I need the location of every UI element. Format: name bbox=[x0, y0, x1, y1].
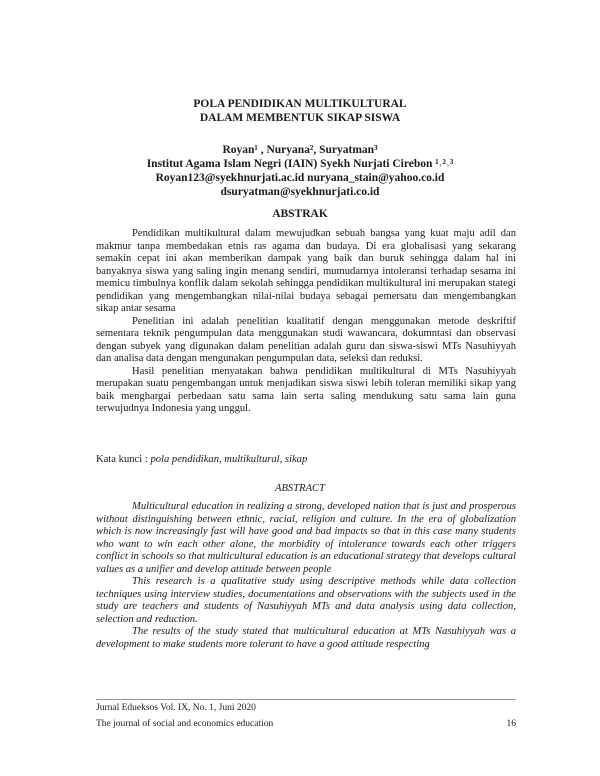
abstract-heading: ABSTRACT bbox=[274, 483, 326, 494]
abstrak-heading: ABSTRAK bbox=[272, 208, 328, 220]
abstract-paragraph-2: This research is a qualitative study using descriptive methods while data collection techniques using interview studies, documentations and observations with the subjects used in the study are teachers and students of Nasuhiyyah MTs and data analysis using data collection, selection and reduction. bbox=[96, 576, 516, 625]
abstrak-paragraph-3: Hasil penelitian menyatakan bahwa pendidikan multikultural di MTs Nasuhiyyah merupakan suatu pengembangan untuk menjadikan siswa siswi lebih toleran memiliki sikap yang baik menghargai perbedaan satu sama lain serta saling mendukung satu sama lain guna terwujudnya Indonesia yang unggul. bbox=[96, 365, 516, 414]
abstract-paragraph-3: The results of the study stated that multicultural education at MTs Nasuhiyyah was a development to make students more tolerant to have a good attitude respecting bbox=[96, 626, 516, 650]
abstract-body bbox=[96, 501, 516, 651]
abstract-paragraph-1: Multicultural education in realizing a strong, developed nation that is just and prosperous without distinguishing between ethnic, racial, religion and culture. In the era of globalization which is now increasingly fast will have good and bad impacts so that in this case many students who want to win each other alone, the morbidity of intolerance towards each other triggers conflict in schools so that multicultural education is an educational strategy that develops cultural values as a unifier and develop attitude between people bbox=[96, 501, 516, 575]
title-line-1: POLA PENDIDIKAN MULTIKULTURAL bbox=[193, 98, 407, 110]
abstrak-body bbox=[96, 228, 516, 416]
author-names: Royan¹ , Nuryana², Suryatman³ bbox=[222, 144, 378, 156]
keywords-line bbox=[96, 454, 307, 465]
footer-rule bbox=[96, 699, 516, 700]
title-line-2: DALAM MEMBENTUK SIKAP SISWA bbox=[199, 112, 401, 124]
author-emails-1: Royan123@syekhnurjati.ac.id nuryana_stain@yahoo.co.id bbox=[155, 172, 445, 184]
keywords-value: pola pendidikan, multikultural, sikap bbox=[150, 454, 308, 465]
paper-title bbox=[0, 97, 600, 125]
author-institution: Institut Agama Islam Negri (IAIN) Syekh Nurjati Cirebon ¹˒²˒³ bbox=[146, 158, 454, 170]
keywords-label: Kata kunci : bbox=[96, 454, 151, 465]
author-block bbox=[0, 143, 600, 199]
footer-journal: Jurnal Edueksos Vol. IX, No. 1, Juni 2020 bbox=[96, 703, 256, 713]
page-number: 16 bbox=[506, 719, 516, 729]
author-emails-2: dsuryatman@syekhnurjati.co.id bbox=[220, 186, 380, 198]
abstrak-paragraph-1: Pendidikan multikultural dalam mewujudkan sebuah bangsa yang kuat maju adil dan makmur tanpa membedakan etnis ras agama dan budaya. Di era globalisasi yang sekarang semakin cepat ini akan memberikan dampak yang baik dan buruk sehingga dalam hal ini banyaknya siswa yang saling ingin menang sendiri, mumudarnya intoleransi terhadap sesama ini memicu timbulnya konflik dalam sekolah sehingga pendidikan multikultural ini merupakan stategi pendidikan yang mengembangkan nilai-nilai budaya sebagai pemersatu dan mengembangkan sikap antar sesama bbox=[96, 228, 516, 314]
abstrak-paragraph-2: Penelitian ini adalah penelitian kualitatif dengan menggunakan metode deskriftif sementara teknik pengumpulan data menggunakan studi wawancara, dokumntasi dan observasi dengan subyek yang digunakan dalam penelitian adalah guru dan siswa-siswi MTs Nasuhiyyah dan analisa data dengan mengunakan pengumpulan data, seleksi dan reduksi. bbox=[96, 315, 516, 364]
footer-subtitle: The journal of social and economics education bbox=[96, 719, 274, 729]
